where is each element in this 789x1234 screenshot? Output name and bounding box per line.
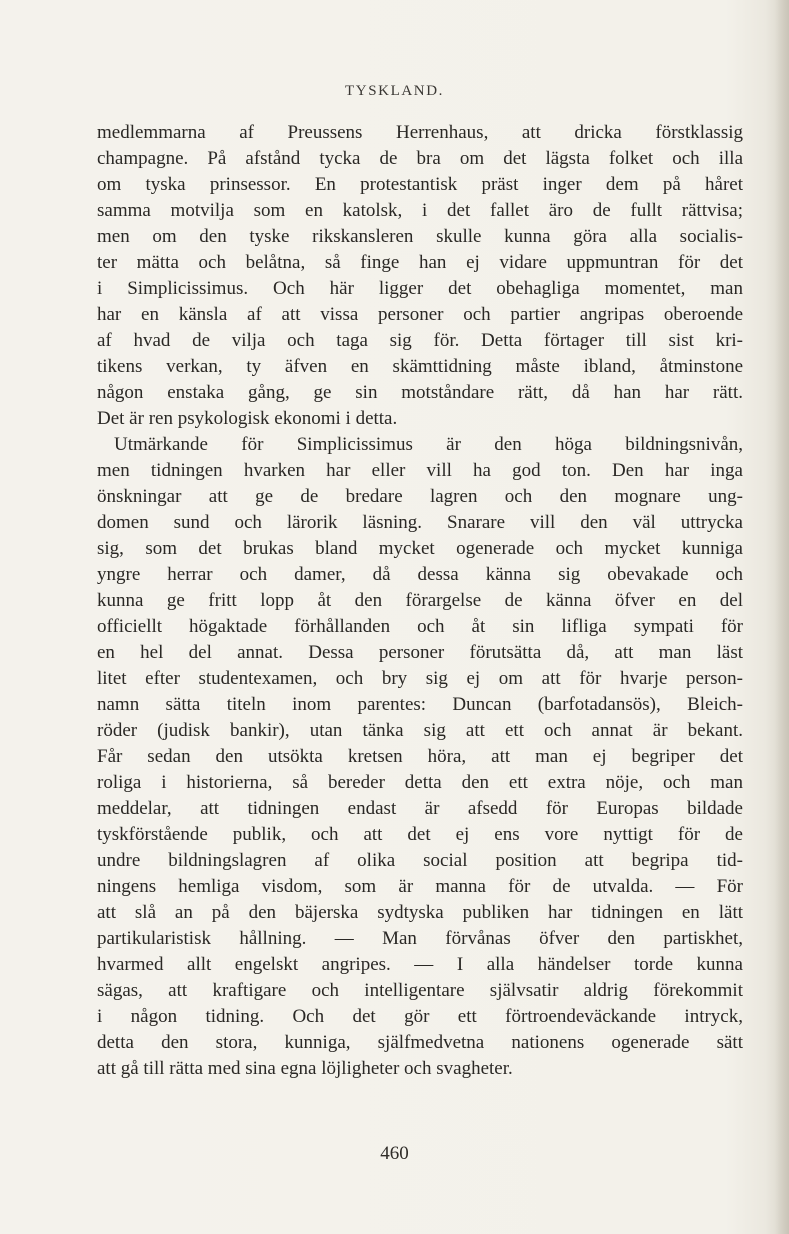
text-line: att slå an på den bäjerska sydtyska publiken har tidningen en lätt: [97, 902, 743, 923]
text-line: tyskförstående publik, och att det ej ens vore nyttigt för de: [97, 824, 743, 845]
text-line: undre bildningslagren af olika social position att begripa tid-: [97, 850, 743, 871]
text-line: Det är ren psykologisk ekonomi i detta.: [97, 408, 398, 429]
text-line: sägas, att kraftigare och intelligentare självsatir aldrig förekommit: [97, 980, 743, 1001]
text-line: någon enstaka gång, ge sin motståndare rätt, då han har rätt.: [97, 382, 743, 403]
text-line: partikularistisk hållning. — Man förvånas öfver den partiskhet,: [97, 928, 743, 949]
text-line: yngre herrar och damer, då dessa känna sig obevakade och: [97, 564, 743, 585]
text-line: domen sund och lärorik läsning. Snarare vill den väl uttrycka: [97, 512, 743, 533]
text-line: namn sätta titeln inom parentes: Duncan (barfotadansös), Bleich-: [97, 694, 743, 715]
text-line: roliga i historierna, så bereder detta den ett extra nöje, och man: [97, 772, 743, 793]
running-header: TYSKLAND.: [345, 83, 444, 99]
text-line: sig, som det brukas bland mycket ogenerade och mycket kunniga: [97, 538, 743, 559]
text-line: hvarmed allt engelskt angripes. — I alla händelser torde kunna: [97, 954, 743, 975]
text-line: i Simplicissimus. Och här ligger det obehagliga momentet, man: [97, 278, 743, 299]
text-line: röder (judisk bankir), utan tänka sig att ett och annat är bekant.: [97, 720, 743, 741]
text-line: detta den stora, kunniga, själfmedvetna nationens ogenerade sätt: [97, 1032, 743, 1053]
text-line: en hel del annat. Dessa personer förutsätta då, att man läst: [97, 642, 743, 663]
text-line: litet efter studentexamen, och bry sig ej om att för hvarje person-: [97, 668, 743, 689]
text-line: har en känsla af att vissa personer och partier angripas oberoende: [97, 304, 743, 325]
text-line: men tidningen hvarken har eller vill ha god ton. Den har inga: [97, 460, 743, 481]
text-line: af hvad de vilja och taga sig för. Detta förtager till sist kri-: [97, 330, 743, 351]
text-line: ningens hemliga visdom, som är manna för de utvalda. — För: [97, 876, 743, 897]
page-edge-shadow: [775, 0, 789, 1234]
text-line: önskningar att ge de bredare lagren och den mognare ung-: [97, 486, 743, 507]
text-line: om tyska prinsessor. En protestantisk präst inger dem på håret: [97, 174, 743, 195]
text-line: medlemmarna af Preussens Herrenhaus, att dricka förstklassig: [97, 122, 743, 143]
text-line: ter mätta och belåtna, så finge han ej vidare uppmuntran för det: [97, 252, 743, 273]
text-line: men om den tyske rikskansleren skulle kunna göra alla socialis-: [97, 226, 743, 247]
body-text: [97, 120, 743, 1082]
text-line: champagne. På afstånd tycka de bra om det lägsta folket och illa: [97, 148, 743, 169]
text-line: officiellt högaktade förhållanden och åt sin lifliga sympati för: [97, 616, 743, 637]
text-line: samma motvilja som en katolsk, i det fallet äro de fullt rättvisa;: [97, 200, 743, 221]
text-line: Får sedan den utsökta kretsen höra, att man ej begriper det: [97, 746, 743, 767]
text-line: meddelar, att tidningen endast är afsedd för Europas bildade: [97, 798, 743, 819]
text-line: i någon tidning. Och det gör ett förtroendeväckande intryck,: [97, 1006, 743, 1027]
text-line: Utmärkande för Simplicissimus är den höga bildningsnivån,: [114, 434, 743, 455]
text-line: kunna ge fritt lopp åt den förargelse de känna öfver en del: [97, 590, 743, 611]
page-number: 460: [380, 1143, 409, 1164]
text-line: tikens verkan, ty äfven en skämttidning måste ibland, åtminstone: [97, 356, 743, 377]
text-line: att gå till rätta med sina egna löjligheter och svagheter.: [97, 1058, 513, 1079]
